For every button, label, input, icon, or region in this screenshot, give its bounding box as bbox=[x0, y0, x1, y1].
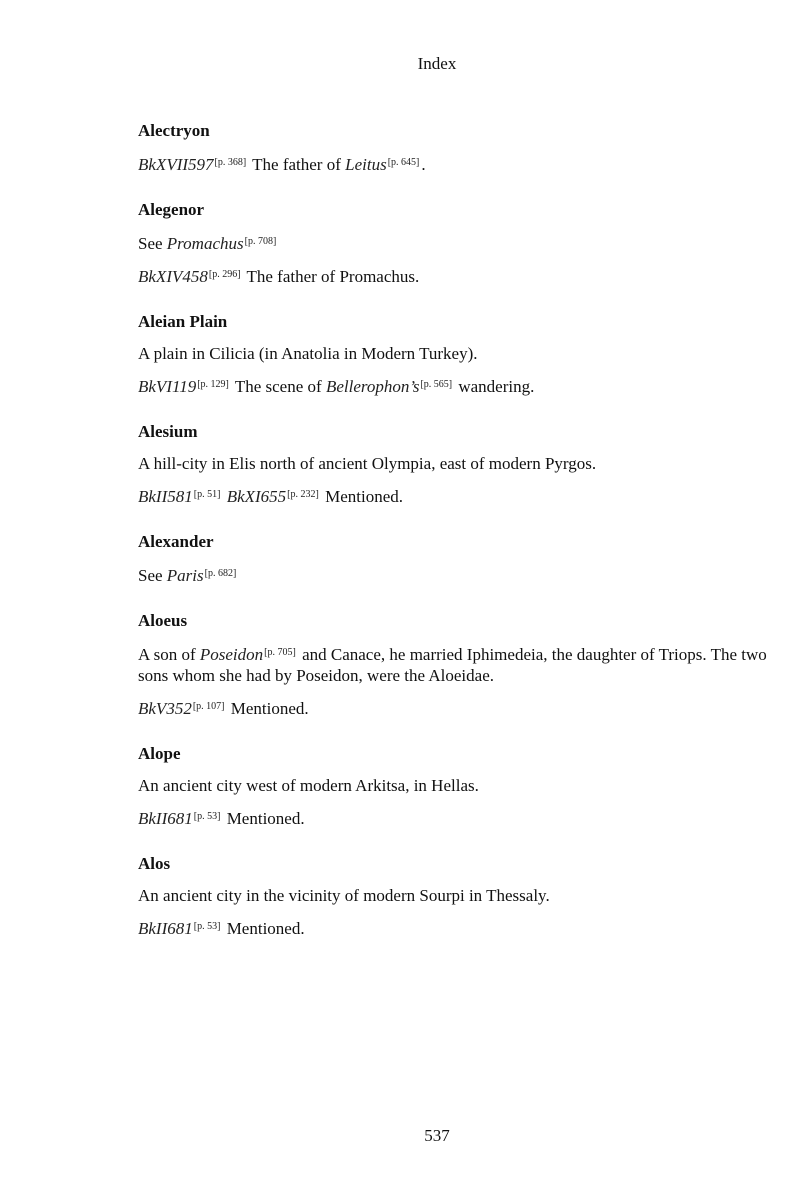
entry-heading: Alos bbox=[138, 854, 171, 873]
entry-heading: Aloeus bbox=[138, 611, 188, 630]
entry-text: Mentioned. bbox=[320, 487, 403, 506]
index-entry-alectryon bbox=[138, 120, 768, 175]
running-header: Index bbox=[417, 54, 457, 73]
entry-heading: Alesium bbox=[138, 422, 198, 441]
entry-line bbox=[138, 453, 768, 474]
page-reference[interactable]: [p. 705] bbox=[264, 647, 296, 658]
cross-reference-link[interactable]: BkXI655 bbox=[226, 487, 287, 506]
entry-text: The father of Promachus. bbox=[242, 267, 420, 286]
cross-reference-link[interactable]: Leitus bbox=[345, 155, 387, 174]
entry-line bbox=[138, 231, 768, 254]
index-entry-alexander bbox=[138, 531, 768, 586]
page-reference[interactable]: [p. 53] bbox=[193, 921, 221, 932]
entry-text: The father of bbox=[248, 155, 346, 174]
entry-line bbox=[138, 484, 768, 507]
entry-text: . bbox=[421, 155, 426, 174]
cross-reference-link[interactable]: BkVI119 bbox=[138, 377, 197, 396]
entry-heading: Alegenor bbox=[138, 200, 205, 219]
entry-text: An ancient city west of modern Arkitsa, in Hellas. bbox=[138, 776, 479, 795]
entry-line bbox=[138, 343, 768, 364]
cross-reference-link[interactable]: BkII681 bbox=[138, 919, 193, 938]
entry-line bbox=[138, 916, 768, 939]
index-entry-alegenor bbox=[138, 199, 768, 287]
entry-text: See bbox=[138, 234, 167, 253]
entry-line bbox=[138, 775, 768, 796]
entry-text: Mentioned. bbox=[222, 919, 305, 938]
page-number: 537 bbox=[424, 1126, 450, 1145]
cross-reference-link[interactable]: BkXVII597 bbox=[138, 155, 214, 174]
page-reference[interactable]: [p. 645] bbox=[387, 157, 420, 168]
entry-text: Mentioned. bbox=[222, 809, 305, 828]
cross-reference-link[interactable]: Poseidon bbox=[199, 645, 264, 664]
entry-line bbox=[138, 152, 768, 175]
entry-line bbox=[138, 563, 768, 586]
page-reference[interactable]: [p. 232] bbox=[287, 489, 319, 500]
entry-line bbox=[138, 806, 768, 829]
page-reference[interactable]: [p. 129] bbox=[197, 379, 229, 390]
entry-text: The scene of bbox=[230, 377, 326, 396]
index-entry-alos bbox=[138, 853, 768, 939]
page-reference[interactable]: [p. 368] bbox=[214, 157, 247, 168]
page-reference[interactable]: [p. 53] bbox=[193, 811, 221, 822]
page-reference[interactable]: [p. 296] bbox=[208, 269, 241, 280]
index-entry-alesium bbox=[138, 421, 768, 507]
page-reference[interactable]: [p. 565] bbox=[420, 379, 453, 390]
entry-text: and Canace, he married Iphimedeia, the daughter of Triops. The two sons whom she had by Poseidon, were the Aloeidae. bbox=[138, 645, 767, 685]
entry-text: A plain in Cilicia (in Anatolia in Modern Turkey). bbox=[138, 344, 478, 363]
page-reference[interactable]: [p. 708] bbox=[244, 236, 277, 247]
entry-text: An ancient city in the vicinity of modern Sourpi in Thessaly. bbox=[138, 886, 550, 905]
cross-reference-link[interactable]: Paris bbox=[166, 566, 204, 585]
entry-text: Mentioned. bbox=[226, 699, 309, 718]
index-entries bbox=[138, 120, 768, 963]
cross-reference-link[interactable]: BkII581 bbox=[138, 487, 193, 506]
cross-reference-link[interactable]: Bellerophon’s bbox=[325, 377, 420, 396]
index-entry-aloeus bbox=[138, 610, 768, 719]
entry-line bbox=[138, 642, 768, 686]
index-entry-aleian-plain bbox=[138, 311, 768, 397]
entry-line bbox=[138, 374, 768, 397]
entry-text: See bbox=[138, 566, 167, 585]
cross-reference-link[interactable]: BkV352 bbox=[138, 699, 192, 718]
entry-heading: Aleian Plain bbox=[138, 312, 228, 331]
entry-line bbox=[138, 885, 768, 906]
entry-heading: Alectryon bbox=[138, 121, 210, 140]
index-entry-alope bbox=[138, 743, 768, 829]
page-reference[interactable]: [p. 682] bbox=[204, 568, 237, 579]
entry-heading: Alexander bbox=[138, 532, 214, 551]
entry-line bbox=[138, 696, 768, 719]
page-reference[interactable]: [p. 51] bbox=[193, 489, 221, 500]
page-reference[interactable]: [p. 107] bbox=[192, 701, 225, 712]
cross-reference-link[interactable]: BkII681 bbox=[138, 809, 193, 828]
entry-heading: Alope bbox=[138, 744, 181, 763]
cross-reference-link[interactable]: BkXIV458 bbox=[138, 267, 208, 286]
cross-reference-link[interactable]: Promachus bbox=[166, 234, 244, 253]
entry-line bbox=[138, 264, 768, 287]
entry-text: wandering. bbox=[454, 377, 535, 396]
entry-text: A hill-city in Elis north of ancient Olympia, east of modern Pyrgos. bbox=[138, 454, 597, 473]
entry-text: A son of bbox=[138, 645, 200, 664]
